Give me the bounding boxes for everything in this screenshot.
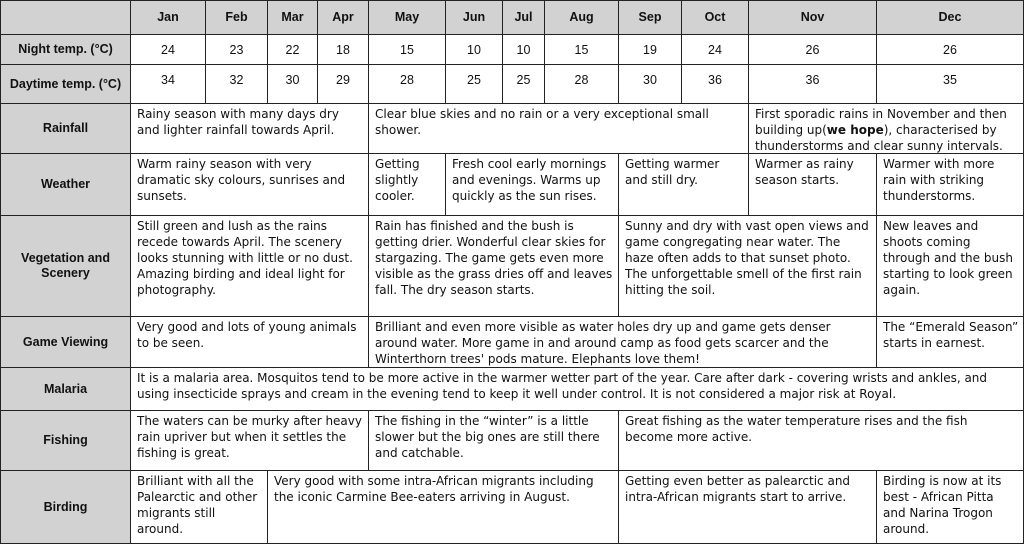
month-header-jul: Jul (502, 0, 545, 35)
night-temp-mar: 22 (267, 34, 318, 65)
game-jan-apr: Very good and lots of young animals to be seen. (130, 316, 369, 368)
month-header-mar: Mar (267, 0, 318, 35)
night-temp-jun: 10 (445, 34, 503, 65)
month-header-sep: Sep (618, 0, 682, 35)
month-header-feb: Feb (205, 0, 268, 35)
rainfall-nov-dec-text-a: First sporadic rains in November and then building up( (755, 107, 1007, 137)
month-header-oct: Oct (681, 0, 749, 35)
month-header-nov: Nov (748, 0, 877, 35)
month-header-aug: Aug (544, 0, 619, 35)
night-temp-nov: 26 (748, 34, 877, 65)
game-may-nov: Brilliant and even more visible as water holes dry up and game gets denser around water. More game in and around camp as food gets scarcer and the Winterthorn trees' pods mature. Elephants love them! (368, 316, 877, 368)
game-dec: The “Emerald Season” starts in earnest. (876, 316, 1024, 368)
night-temp-jan: 24 (130, 34, 206, 65)
month-header-jan: Jan (130, 0, 206, 35)
weather-dec: Warmer with more rain with striking thunderstorms. (876, 153, 1024, 216)
row-label-birding: Birding (0, 470, 131, 544)
birding-jan-feb: Brilliant with all the Palearctic and other migrants still around. (130, 470, 268, 544)
month-header-may: May (368, 0, 446, 35)
fishing-may-aug: The fishing in the “winter” is a little slower but the big ones are still there and catchable. (368, 410, 619, 471)
weather-may: Getting slightly cooler. (368, 153, 446, 216)
day-temp-oct: 36 (681, 64, 749, 104)
weather-jun-aug: Fresh cool early mornings and evenings. Warms up quickly as the sun rises. (445, 153, 619, 216)
row-label-game-viewing: Game Viewing (0, 316, 131, 368)
rainfall-jan-apr: Rainy season with many days dry and lighter rainfall towards April. (130, 103, 369, 154)
day-temp-sep: 30 (618, 64, 682, 104)
birding-sep-nov: Getting even better as palearctic and intra-African migrants start to arrive. (618, 470, 877, 544)
day-temp-feb: 32 (205, 64, 268, 104)
night-temp-apr: 18 (317, 34, 369, 65)
night-temp-oct: 24 (681, 34, 749, 65)
birding-mar-aug: Very good with some intra-African migrants including the iconic Carmine Bee-eaters arriving in August. (267, 470, 619, 544)
day-temp-apr: 29 (317, 64, 369, 104)
night-temp-feb: 23 (205, 34, 268, 65)
day-temp-dec: 35 (876, 64, 1024, 104)
day-temp-jan: 34 (130, 64, 206, 104)
night-temp-jul: 10 (502, 34, 545, 65)
night-temp-may: 15 (368, 34, 446, 65)
day-temp-may: 28 (368, 64, 446, 104)
month-header-jun: Jun (445, 0, 503, 35)
weather-nov: Warmer as rainy season starts. (748, 153, 877, 216)
night-temp-dec: 26 (876, 34, 1024, 65)
day-temp-aug: 28 (544, 64, 619, 104)
rainfall-nov-dec-text-c: ), characterised by thunderstorms and clear sunny intervals. (755, 123, 1003, 153)
weather-sep-oct: Getting warmer and still dry. (618, 153, 749, 216)
birding-dec: Birding is now at its best - African Pitta and Narina Trogon around. (876, 470, 1024, 544)
vegetation-sep-nov: Sunny and dry with vast open views and game congregating near water. The haze often adds to that sunset photo. The unforgettable smell of the first rain hitting the soil. (618, 215, 877, 317)
row-label-vegetation: Vegetation and Scenery (0, 215, 131, 317)
row-label-weather: Weather (0, 153, 131, 216)
rainfall-nov-dec (748, 103, 1024, 154)
row-label-fishing: Fishing (0, 410, 131, 471)
row-label-day-temp: Daytime temp. (°C) (0, 64, 131, 104)
vegetation-jan-apr: Still green and lush as the rains recede towards April. The scenery looks stunning with little or no dust. Amazing birding and ideal light for photography. (130, 215, 369, 317)
rainfall-may-oct: Clear blue skies and no rain or a very exceptional small shower. (368, 103, 749, 154)
night-temp-sep: 19 (618, 34, 682, 65)
row-label-malaria: Malaria (0, 367, 131, 411)
day-temp-mar: 30 (267, 64, 318, 104)
rainfall-emphasis: we hope (826, 123, 884, 137)
row-label-night-temp: Night temp. (°C) (0, 34, 131, 65)
fishing-jan-apr: The waters can be murky after heavy rain upriver but when it settles the fishing is great. (130, 410, 369, 471)
night-temp-aug: 15 (544, 34, 619, 65)
month-header-dec: Dec (876, 0, 1024, 35)
day-temp-jul: 25 (502, 64, 545, 104)
month-header-apr: Apr (317, 0, 369, 35)
day-temp-jun: 25 (445, 64, 503, 104)
fishing-sep-dec: Great fishing as the water temperature rises and the fish become more active. (618, 410, 1024, 471)
weather-jan-apr: Warm rainy season with very dramatic sky colours, sunrises and sunsets. (130, 153, 369, 216)
malaria-all-year: It is a malaria area. Mosquitos tend to be more active in the warmer wetter part of the year. Care after dark - covering wrists and ankles, and using insecticide sprays and cream in the evening tend to keep it well under control. It is not considered a major risk at Royal. (130, 367, 1024, 411)
corner-cell (0, 0, 131, 35)
day-temp-nov: 36 (748, 64, 877, 104)
row-label-rainfall: Rainfall (0, 103, 131, 154)
vegetation-dec: New leaves and shoots coming through and the bush starting to look green again. (876, 215, 1024, 317)
vegetation-may-aug: Rain has finished and the bush is getting drier. Wonderful clear skies for stargazing. The game gets even more visible as the grass dries off and leaves fall. The dry season starts. (368, 215, 619, 317)
